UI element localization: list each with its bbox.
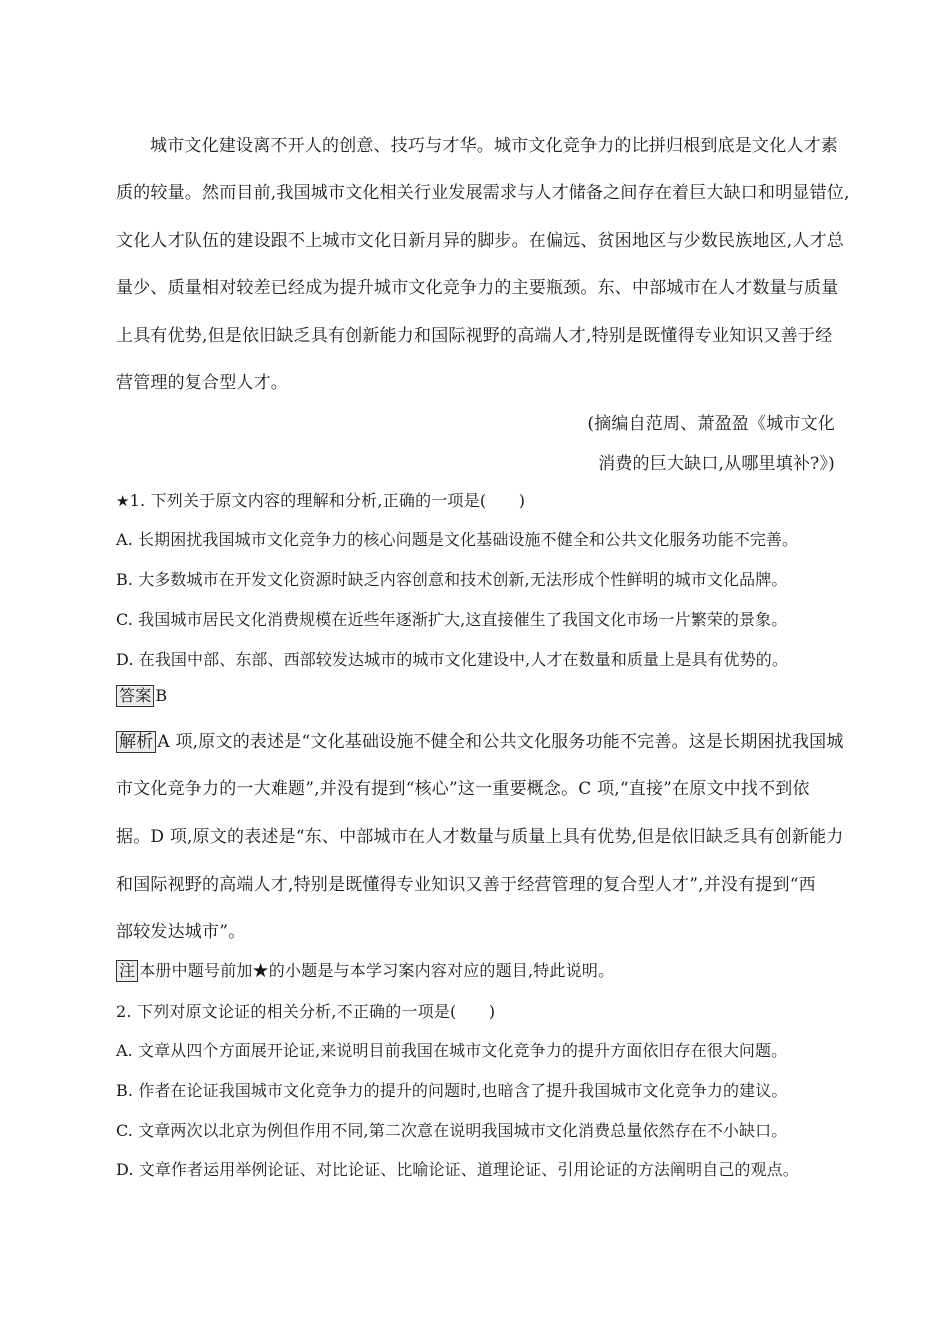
note-text: 本册中题号前加★的小题是与本学习案内容对应的题目,特此说明。	[139, 961, 615, 980]
answer-row	[116, 685, 167, 707]
passage-line: 量少、质量相对较差已经成为提升城市文化竞争力的主要瓶颈。东、中部城市在人才数量与质量	[116, 278, 839, 298]
question-2-stem: 2. 下列对原文论证的相关分析,不正确的一项是( )	[116, 1002, 496, 1021]
note-tag: 注	[116, 960, 138, 982]
question-2-option-a: A. 文章从四个方面展开论证,来说明目前我国在城市文化竞争力的提升方面依旧存在很大问题。	[116, 1041, 788, 1060]
note-row	[116, 958, 614, 982]
star-icon: ★	[116, 492, 130, 510]
passage-line: 上具有优势,但是依旧缺乏具有创新能力和国际视野的高端人才,特别是既懂得专业知识又善于经	[116, 326, 833, 346]
analysis-tag: 解析	[116, 731, 156, 753]
question-1-option-c: C. 我国城市居民文化消费规模在近些年逐渐扩大,这直接催生了我国文化市场一片繁荣的景象。	[116, 610, 788, 629]
passage-line: 营管理的复合型人才。	[116, 373, 288, 393]
analysis-line: 部较发达城市”。	[116, 922, 246, 942]
analysis-text: A 项,原文的表述是“文化基础设施不健全和公共文化服务功能不完善。这是长期困扰我国城	[157, 732, 844, 752]
question-1-stem	[116, 488, 525, 511]
question-1-text: 1. 下列关于原文内容的理解和分析,正确的一项是( )	[129, 491, 526, 510]
question-2-option-d: D. 文章作者运用举例论证、对比论证、比喻论证、道理论证、引用论证的方法阐明自己的观点。	[116, 1160, 799, 1179]
question-1-option-a: A. 长期困扰我国城市文化竞争力的核心问题是文化基础设施不健全和公共文化服务功能不完善。	[116, 530, 799, 549]
passage-line: 文化人才队伍的建设跟不上城市文化日新月异的脚步。在偏远、贫困地区与少数民族地区,人才总	[116, 231, 845, 251]
answer-tag: 答案	[116, 685, 154, 707]
analysis-line: 市文化竞争力的一大难题”,并没有提到“核心”这一重要概念。C 项,“直接”在原文中找不到依	[116, 779, 810, 799]
analysis-line-1	[116, 727, 844, 753]
source-citation-line: (摘编自范周、萧盈盈《城市文化	[587, 414, 835, 434]
question-1-option-d: D. 在我国中部、东部、西部较发达城市的城市文化建设中,人才在数量和质量上是具有优势的。	[116, 650, 788, 669]
passage-line: 质的较量。然而目前,我国城市文化相关行业发展需求与人才储备之间存在着巨大缺口和明显错位,	[116, 183, 850, 203]
question-1-option-b: B. 大多数城市在开发文化资源时缺乏内容创意和技术创新,无法形成个性鲜明的城市文化品牌。	[116, 570, 788, 589]
analysis-line: 据。D 项,原文的表述是“东、中部城市在人才数量与质量上具有优势,但是依旧缺乏具有创新能力	[116, 827, 844, 847]
passage-line: 城市文化建设离不开人的创意、技巧与才华。城市文化竞争力的比拼归根到底是文化人才素	[150, 136, 838, 156]
answer-value: B	[155, 686, 168, 705]
source-citation-line: 消费的巨大缺口,从哪里填补?》)	[598, 454, 835, 474]
analysis-line: 和国际视野的高端人才,特别是既懂得专业知识又善于经营管理的复合型人才”,并没有提到“西	[116, 875, 816, 895]
question-2-option-b: B. 作者在论证我国城市文化竞争力的提升的问题时,也暗含了提升我国城市文化竞争力的建议。	[116, 1081, 788, 1100]
question-2-option-c: C. 文章两次以北京为例但作用不同,第二次意在说明我国城市文化消费总量依然存在不小缺口。	[116, 1121, 788, 1140]
